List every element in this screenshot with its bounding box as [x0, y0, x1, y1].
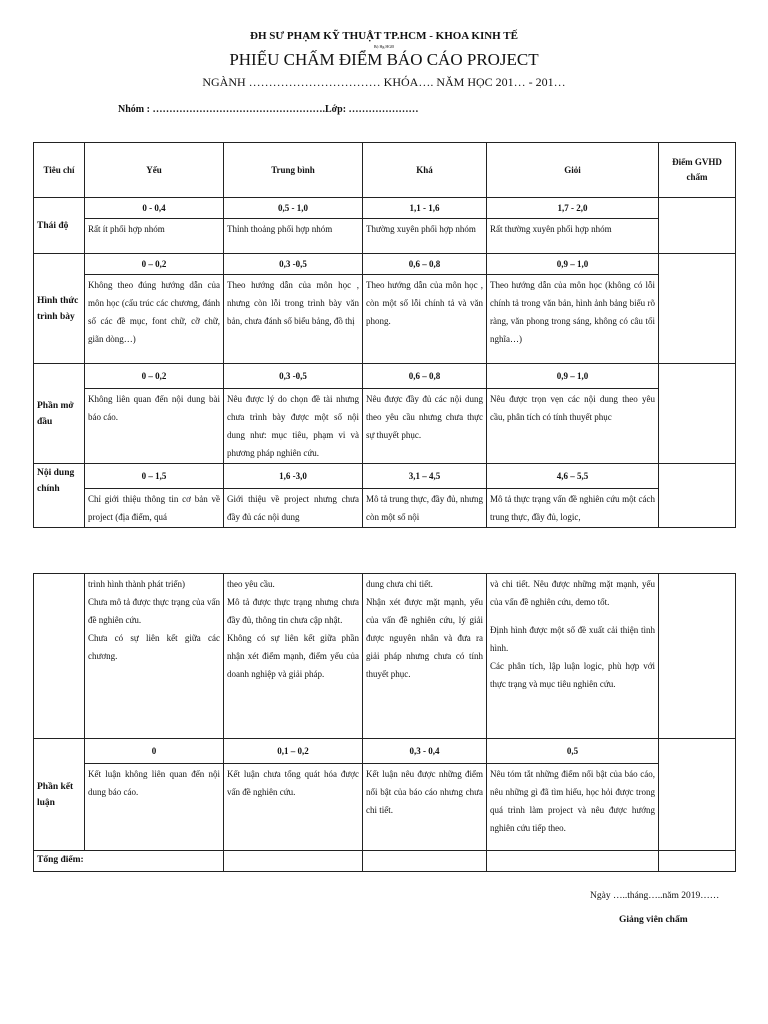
description-cell: [363, 574, 487, 739]
score-range: 1,1 - 1,6: [363, 198, 487, 219]
table-row: [34, 254, 736, 275]
score-range: 0 – 0,2: [85, 254, 224, 275]
total-row: [34, 851, 736, 872]
description-cell: [85, 574, 224, 739]
table-row: [34, 464, 736, 489]
desc-line: Định hình được một số đề xuất cải thiện tình hình.: [490, 625, 655, 653]
description-cell: Không theo đúng hướng dẫn của môn học (cấu trúc các chương, đánh số các đề mục, font chữ, cỡ chữ, giãn dòng…): [85, 275, 224, 364]
table-row: [34, 739, 736, 764]
tiny-caption: Bộ Hg.HGĐ: [373, 44, 395, 49]
description-cell: Theo hướng dẫn của môn học , nhưng còn lỗi trong trình bày văn bản, chưa đánh số biểu bảng, đồ thị: [224, 275, 363, 364]
score-range: 1,7 - 2,0: [487, 198, 659, 219]
description-cell: Kết luận chưa tổng quát hóa được vấn đề nghiên cứu.: [224, 764, 363, 851]
total-cell: [224, 851, 363, 872]
score-range: 0,3 -0,5: [224, 364, 363, 389]
total-score-cell[interactable]: [659, 851, 736, 872]
score-range: 0 - 0,4: [85, 198, 224, 219]
desc-line: Chưa có sự liên kết giữa các chương.: [88, 633, 220, 661]
desc-line: Không có sự liên kết giữa phần nhận xét điểm mạnh, điểm yếu của doanh nghiệp và giải pháp.: [227, 633, 359, 679]
description-cell: Mô tả thực trạng vấn đề nghiên cứu một cách trung thực, đầy đủ, logic,: [487, 489, 659, 528]
table-row: [34, 275, 736, 364]
score-range: 0,9 – 1,0: [487, 254, 659, 275]
description-cell: Nêu tóm tắt những điểm nổi bật của báo cáo, nêu những gì đã tìm hiểu, học hỏi được trong quá trình làm project và nêu được hướng nghiên cứu tiếp theo.: [487, 764, 659, 851]
description-cell: Nêu được trọn vẹn các nội dung theo yêu cầu, phân tích có tính thuyết phục: [487, 389, 659, 464]
table-row: [34, 364, 736, 389]
score-cell[interactable]: [659, 198, 736, 254]
score-range: 4,6 – 5,5: [487, 464, 659, 489]
header-criteria: Tiêu chí: [34, 143, 85, 198]
score-cell[interactable]: [659, 254, 736, 364]
desc-line: theo yêu cầu.: [227, 579, 275, 589]
description-cell: Thường xuyên phối hợp nhóm: [363, 219, 487, 254]
table-row: [34, 489, 736, 528]
description-cell: Chỉ giới thiệu thông tin cơ bản về project (địa điểm, quá: [85, 489, 224, 528]
description-cell: [224, 574, 363, 739]
criteria-introduction: Phần mở đầu: [34, 364, 85, 464]
grading-table-page-1: [33, 142, 736, 528]
description-cell: Không liên quan đến nội dung bài báo cáo.: [85, 389, 224, 464]
score-range: 0,5: [487, 739, 659, 764]
description-cell: Rất thường xuyên phối hợp nhóm: [487, 219, 659, 254]
desc-line: Nhận xét được mặt mạnh, yếu của vấn đề nghiên cứu, lý giải được nguyên nhân và đưa ra giải pháp nhưng chưa có tính thuyết phục.: [366, 597, 483, 679]
description-cell: Nêu được lý do chọn đề tài nhưng chưa trình bày được một số nội dung như: mục tiêu, phạm vi và phương pháp nghiên cứu.: [224, 389, 363, 464]
header-excellent: Giỏi: [487, 143, 659, 198]
table-row: [34, 764, 736, 851]
score-cell[interactable]: [659, 464, 736, 528]
header-weak: Yếu: [85, 143, 224, 198]
score-range: 0,6 – 0,8: [363, 254, 487, 275]
description-cell: Giới thiệu về project nhưng chưa đầy đủ các nội dung: [224, 489, 363, 528]
description-cell: Theo hướng dẫn của môn học (không có lỗi chính tả trong văn bản, hình ảnh bảng biểu rõ ràng, văn phong trong sáng, không có câu tối nghĩa…): [487, 275, 659, 364]
header-instructor-score: Điểm GVHD chấm: [659, 143, 736, 198]
desc-line: và chi tiết. Nêu được những mặt mạnh, yếu của vấn đề nghiên cứu, demo tốt.: [490, 579, 655, 607]
table-header-row: [34, 143, 736, 198]
score-range: 3,1 – 4,5: [363, 464, 487, 489]
form-title: PHIẾU CHẤM ĐIỂM BÁO CÁO PROJECT: [229, 50, 539, 69]
description-cell: Kết luận nêu được những điểm nổi bật của báo cáo nhưng chưa chi tiết.: [363, 764, 487, 851]
description-cell: Mô tả trung thực, đầy đủ, nhưng còn một số nội: [363, 489, 487, 528]
header-good: Khá: [363, 143, 487, 198]
table-row: [34, 198, 736, 219]
header-average: Trung bình: [224, 143, 363, 198]
desc-line: Các phân tích, lập luận logic, phù hợp với thực trạng và mục tiêu nghiên cứu.: [490, 661, 655, 689]
desc-line: dung chưa chi tiết.: [366, 579, 433, 589]
institution-header: ĐH SƯ PHẠM KỸ THUẬT TP.HCM - KHOA KINH TẾ: [250, 30, 518, 42]
description-cell: [487, 574, 659, 739]
desc-line: Chưa mô tả được thực trạng của vấn đề nghiên cứu.: [88, 597, 220, 625]
total-cell: [487, 851, 659, 872]
score-range: 0,6 – 0,8: [363, 364, 487, 389]
table-row: [34, 219, 736, 254]
score-range: 0 – 0,2: [85, 364, 224, 389]
score-cell[interactable]: [659, 364, 736, 464]
score-range: 0: [85, 739, 224, 764]
score-cell[interactable]: [659, 739, 736, 851]
table-row: [34, 389, 736, 464]
score-range: 0,5 - 1,0: [224, 198, 363, 219]
total-cell: [363, 851, 487, 872]
grader-signature-label: Giảng viên chấm: [619, 915, 688, 925]
description-cell: Rất ít phối hợp nhóm: [85, 219, 224, 254]
score-range: 0,3 - 0,4: [363, 739, 487, 764]
grading-table-page-2: [33, 573, 736, 872]
description-cell: Theo hướng dẫn của môn học , còn một số lỗi chính tả và văn phong.: [363, 275, 487, 364]
date-line: Ngày …..tháng…..năm 2019……: [590, 891, 720, 901]
description-cell: Kết luận không liên quan đến nội dung báo cáo.: [85, 764, 224, 851]
desc-line: Mô tả được thực trạng nhưng chưa đầy đủ, thông tin chưa cập nhật.: [227, 597, 359, 625]
desc-line: trình hình thành phát triển): [88, 579, 185, 589]
score-range: 1,6 -3,0: [224, 464, 363, 489]
description-cell: Thỉnh thoảng phối hợp nhóm: [224, 219, 363, 254]
score-range: 0,9 – 1,0: [487, 364, 659, 389]
criteria-conclusion: Phần kết luận: [34, 739, 85, 851]
score-range: 0,3 -0,5: [224, 254, 363, 275]
total-score-label: Tổng điểm:: [34, 851, 224, 872]
description-cell: Nêu được đầy đủ các nội dung theo yêu cầu nhưng chưa thực sự thuyết phục.: [363, 389, 487, 464]
score-cell[interactable]: [659, 574, 736, 739]
criteria-main-content-continued: [34, 574, 85, 739]
table-row: [34, 574, 736, 739]
score-range: 0 – 1,5: [85, 464, 224, 489]
criteria-presentation: Hình thức trình bày: [34, 254, 85, 364]
score-range: 0,1 – 0,2: [224, 739, 363, 764]
criteria-attitude: Thái độ: [34, 198, 85, 254]
major-line: NGÀNH …………………………… KHÓA…. NĂM HỌC 201… - 201…: [202, 75, 566, 89]
criteria-main-content: Nội dung chính: [34, 464, 85, 528]
group-class-line: Nhóm : …………………………………………….Lớp: …………………: [118, 104, 419, 115]
